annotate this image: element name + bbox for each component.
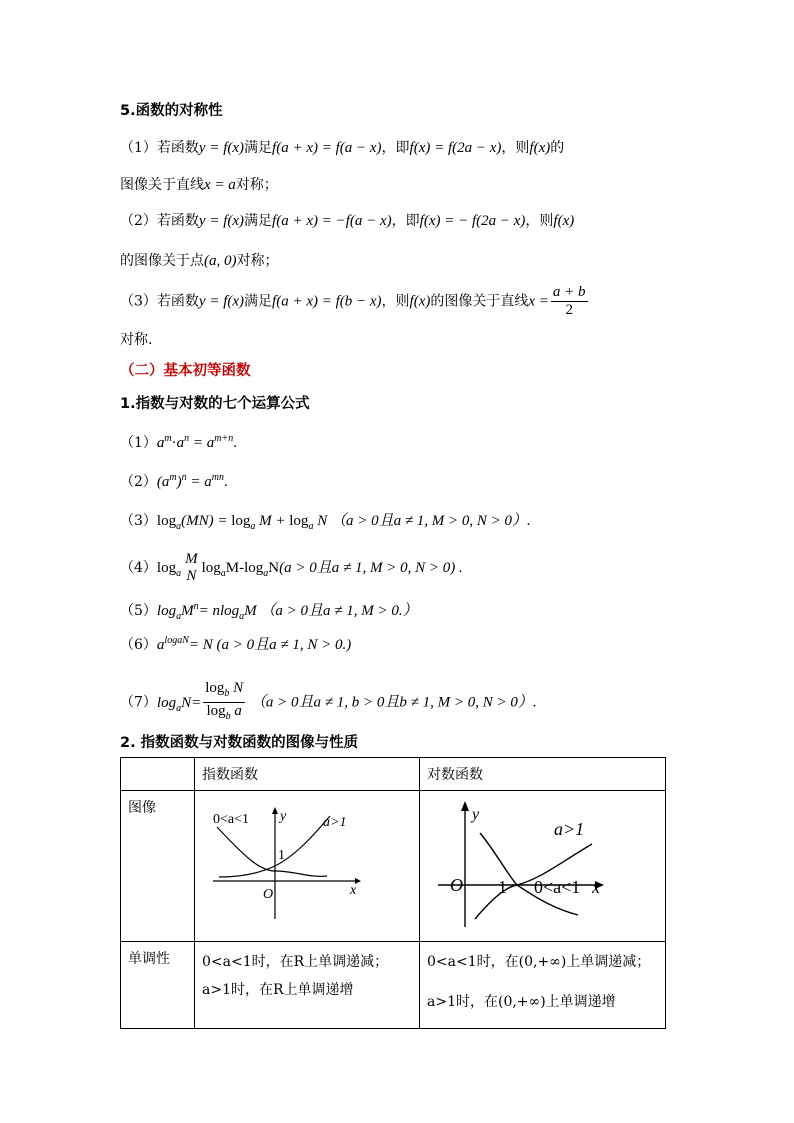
symmetry-rule-2: （2）若函数y = f(x)满足f(a + x) = −f(a − x)，即f(x) = − f(2a − x)，则f(x) <box>120 213 575 229</box>
section-2-title: 2. 指数函数与对数函数的图像与性质 <box>120 735 359 751</box>
formula-6: $(6)a^{logaN}= N$ (a > 0且a ≠ 1, N > 0.) <box>120 635 352 653</box>
log-mono-line-2: a>1时，在(0,+∞)上单调递增 <box>427 994 616 1010</box>
table-header-exp: 指数函数 <box>195 758 420 791</box>
label-one: 1 <box>498 877 507 897</box>
section-1-title: 1.指数与对数的七个运算公式 <box>120 396 310 412</box>
formula-7: $(7)\log_aN=$ $\frac{\log_b N}{\log_b a}$ （a > 0且a ≠ 1, b > 0且b ≠ 1, M > 0, N > 0）. <box>120 680 537 722</box>
exp-mono-line-2: a>1时，在R上单调递增 <box>202 982 354 998</box>
section-5-title: 5.函数的对称性 <box>120 103 223 119</box>
formula-2: $(2)(a^m)^n = a^{mn}$. <box>120 472 228 490</box>
y-axis-arrow <box>461 801 469 811</box>
formula-5: $(5)\log_aM^n= nlog_aM$ （a > 0且a ≠ 1, M > 0.） <box>120 601 418 622</box>
label-y: y <box>472 806 480 823</box>
log-monotonicity <box>420 942 666 1029</box>
label-origin: O <box>450 875 463 895</box>
label-0-a-1: 0<a<1 <box>534 877 581 897</box>
formula-1: $(1)a^m\cdot a^n = a^{m+n}$. <box>120 433 238 451</box>
label-x: x <box>350 883 357 898</box>
exp-mono-line-1: 0<a<1时，在R上单调递减； <box>202 954 389 970</box>
symmetry-rule-1-cont: 图像关于直线x = a对称； <box>120 177 278 193</box>
fraction-a-plus-b-over-2: $\frac{a + b}{2}$ <box>552 284 586 318</box>
table-header-log: 对数函数 <box>420 758 666 791</box>
label-0-a-1: 0<a<1 <box>213 812 250 827</box>
exp-monotonicity <box>195 942 420 1029</box>
row-label-image: 图像 <box>121 791 195 942</box>
symmetry-rule-2-cont: 的图像关于点(a, 0)对称； <box>120 253 279 269</box>
label-a-gt-1: a>1 <box>323 815 347 830</box>
curve-decreasing <box>217 827 327 876</box>
table-header-empty <box>121 758 195 791</box>
exponential-graph <box>195 791 419 937</box>
label-one: 1 <box>278 848 285 863</box>
exp-graph-cell <box>195 791 420 942</box>
formula-3: $(3)\log_a(MN) = \log_a M + \log_a N$ （a > 0且a ≠ 1, M > 0, N > 0）. <box>120 513 531 532</box>
symmetry-rule-3-cont: 对称. <box>120 332 153 348</box>
function-property-table <box>120 757 666 1029</box>
part-2-title: （二）基本初等函数 <box>120 363 251 379</box>
symmetry-rule-3: （3）若函数y = f(x)满足f(a + x) = f(b − x)，则f(x)的图像关于直线x = $\frac{a + b}{2}$ <box>120 284 586 318</box>
label-origin: O <box>263 887 274 902</box>
symmetry-rule-1: （1）若函数y = f(x)满足f(a + x) = f(a − x)，即f(x) = f(2a − x)，则f(x)的 <box>120 140 565 156</box>
logarithm-graph <box>420 791 665 937</box>
label-x: x <box>592 877 600 897</box>
label-a-gt-1: a>1 <box>554 819 585 839</box>
log-mono-line-1: 0<a<1时，在(0,+∞)上单调递减； <box>427 954 651 970</box>
formula-4: $(4)\log_a$ M N $\log_aM-\log_aN(a > 0$且a ≠ 1, M > 0, N > 0) . <box>120 551 463 584</box>
row-label-monotonicity: 单调性 <box>121 942 195 1029</box>
label-y: y <box>280 809 287 824</box>
log-graph-cell <box>420 791 666 942</box>
curve-decreasing <box>480 833 581 915</box>
y-axis-arrow <box>272 807 278 814</box>
